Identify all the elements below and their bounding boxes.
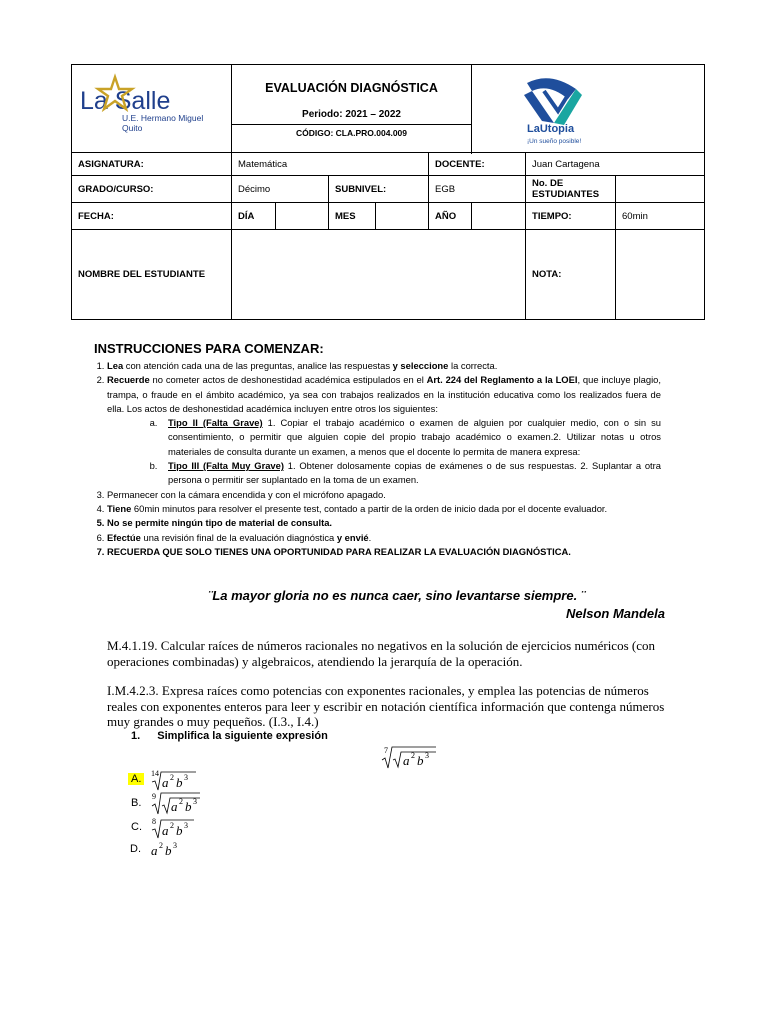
question-text: Simplifica la siguiente expresión: [157, 730, 328, 742]
svg-text:2: 2: [179, 797, 183, 806]
period: Periodo: 2021 – 2022: [302, 108, 401, 120]
dia-value[interactable]: [276, 203, 329, 230]
svg-text:a: a: [151, 843, 158, 858]
instruction-7: 7. RECUERDA QUE SOLO TIENES UNA OPORTUNIDAD PARA REALIZAR LA EVALUACIÓN DIAGNÓSTICA.: [107, 545, 661, 559]
option-c-expression: [150, 816, 198, 840]
document-code: CÓDIGO: CLA.PRO.004.009: [232, 124, 471, 141]
svg-text:3: 3: [173, 841, 177, 850]
anio-label: AÑO: [429, 203, 472, 230]
instruction-5: 5. No se permite ningún tipo de material de consulta.: [107, 516, 661, 530]
svg-text:b: b: [176, 823, 183, 838]
svg-text:a: a: [403, 753, 410, 768]
instructions-list: [93, 359, 661, 559]
option-d-label: D.: [130, 843, 141, 855]
svg-text:14: 14: [151, 769, 159, 778]
svg-text:b: b: [185, 799, 192, 814]
svg-text:2: 2: [411, 751, 415, 760]
svg-text:LaUtopia: LaUtopia: [527, 123, 575, 135]
instruction-1: 1. Lea con atención cada una de las preguntas, analice las respuestas y seleccione la correcta.: [107, 359, 661, 373]
svg-text:7: 7: [384, 746, 388, 755]
page-title: EVALUACIÓN DIAGNÓSTICA: [265, 80, 438, 95]
svg-text:La Salle: La Salle: [80, 87, 171, 115]
svg-text:3: 3: [184, 821, 188, 830]
header-table: [71, 64, 705, 320]
mes-label: MES: [329, 203, 376, 230]
svg-text:8: 8: [152, 817, 156, 826]
title-cell: [232, 65, 472, 153]
svg-text:¡Un sueño posible!: ¡Un sueño posible!: [527, 138, 582, 145]
svg-text:a: a: [162, 823, 169, 838]
svg-text:b: b: [417, 753, 424, 768]
quote-text: ¨La mayor gloria no es nunca caer, sino levantarse siempre. ¨: [208, 588, 586, 603]
svg-text:2: 2: [170, 821, 174, 830]
tiempo-value: 60min: [616, 203, 705, 230]
instruction-2b: b. Tipo III (Falta Muy Grave) 1. Obtener dolosamente copias de exámenes o de sus respuestas. 2. Suplantar a otra persona o permitir ser suplantado en la toma de un examen.: [160, 459, 661, 488]
skill-indicator-2: I.M.4.2.3. Expresa raíces como potencias con exponentes racionales, y emplea las potencias de números reales con exponentes enteros para leer y escribir en notación científica información que contenga números muy grandes o muy pequeños. (I.3., I.4.): [107, 683, 665, 729]
svg-text:3: 3: [193, 797, 197, 806]
nota-label: NOTA:: [526, 230, 616, 320]
svg-text:U.E. Hermano Miguel: U.E. Hermano Miguel: [122, 113, 204, 123]
dia-label: DÍA: [232, 203, 276, 230]
option-c-label: C.: [131, 821, 142, 833]
nombre-label: NOMBRE DEL ESTUDIANTE: [72, 230, 232, 320]
instruction-4: 4. Tiene 60min minutos para resolver el presente test, contado a partir de la orden de inicio dada por el docente evaluador.: [107, 502, 661, 516]
lautopia-logo: [472, 65, 642, 149]
grado-label: GRADO/CURSO:: [72, 176, 232, 203]
instruction-2a: a. Tipo II (Falta Grave) 1. Copiar el trabajo académico o examen de alguien por cualquier medio, con o sin su consentimiento, o permitir que alguien copie del propio trabajo académico o examen.2. Utilizar notas u otros materiales de consulta durante un examen, a menos que el docente lo permita de manera expresa:: [160, 416, 661, 459]
question-number: 1.: [131, 730, 141, 742]
option-d-expression: [150, 839, 190, 861]
lasalle-logo: [72, 65, 232, 149]
svg-text:3: 3: [184, 773, 188, 782]
svg-text:b: b: [165, 843, 172, 858]
instruction-3: 3. Permanecer con la cámara encendida y con el micrófono apagado.: [107, 488, 661, 502]
lautopia-logo-cell: [472, 65, 705, 153]
estudiantes-label: No. DE ESTUDIANTES: [526, 176, 616, 203]
question-expression: [378, 744, 438, 770]
svg-text:a: a: [171, 799, 178, 814]
option-b-expression: [150, 790, 202, 816]
instruction-6: 6. Efectúe una revisión final de la evaluación diagnóstica y envié.: [107, 531, 661, 545]
fecha-label: FECHA:: [72, 203, 232, 230]
mes-value[interactable]: [376, 203, 429, 230]
subnivel-label: SUBNIVEL:: [329, 176, 429, 203]
asignatura-value: Matemática: [232, 153, 429, 176]
svg-text:9: 9: [152, 792, 156, 801]
tiempo-label: TIEMPO:: [526, 203, 616, 230]
option-a-label: A.: [128, 773, 144, 785]
quote-author: Nelson Mandela: [566, 606, 665, 621]
instruction-2: 2. Recuerde no cometer actos de deshonestidad académica estipulados en el Art. 224 del Reglamento a la LOEI, que incluye plagio, trampa, o fraude en el ámbito académico, ya sea con trabajos realizados en la institución educativa como los realizados fuera de ella. Los actos de deshonestidad académica incluyen entre otros los siguientes: a. Tipo II (Falta Grave) 1. Copiar el trabajo académico o examen de alguien por cualquier medio, con o sin su consentimiento, o permitir que alguien copie del propio trabajo académico o examen.2. Utilizar notas u otros materiales de consulta durante un examen, a menos que el docente lo permita de manera expresa: b. Tipo III (Falta Muy Grave) 1. Obtener dolosamente copias de exámenes o de sus respuestas. 2. Suplantar a otra persona o permitir ser suplantado en la toma de un examen.: [107, 373, 661, 487]
svg-text:b: b: [176, 775, 183, 790]
estudiantes-value[interactable]: [616, 176, 705, 203]
svg-text:a: a: [162, 775, 169, 790]
asignatura-label: ASIGNATURA:: [72, 153, 232, 176]
lasalle-logo-cell: [72, 65, 232, 153]
skill-criterion-1: M.4.1.19. Calcular raíces de números racionales no negativos en la solución de ejercicios numéricos (con operaciones combinadas) y algebraicos, atendiendo la jerarquía de la operación.: [107, 638, 655, 669]
grado-value: Décimo: [232, 176, 329, 203]
nombre-value[interactable]: [232, 230, 526, 320]
instructions-title: INSTRUCCIONES PARA COMENZAR:: [94, 341, 324, 356]
nota-value[interactable]: [616, 230, 705, 320]
docente-label: DOCENTE:: [429, 153, 526, 176]
question-1: [131, 730, 328, 742]
svg-text:2: 2: [170, 773, 174, 782]
subnivel-value: EGB: [429, 176, 526, 203]
option-b-label: B.: [131, 797, 142, 809]
docente-value: Juan Cartagena: [526, 153, 705, 176]
anio-value[interactable]: [472, 203, 526, 230]
svg-text:Quito: Quito: [122, 123, 143, 133]
svg-text:2: 2: [159, 841, 163, 850]
svg-text:3: 3: [425, 751, 429, 760]
option-a-expression: [150, 768, 198, 792]
